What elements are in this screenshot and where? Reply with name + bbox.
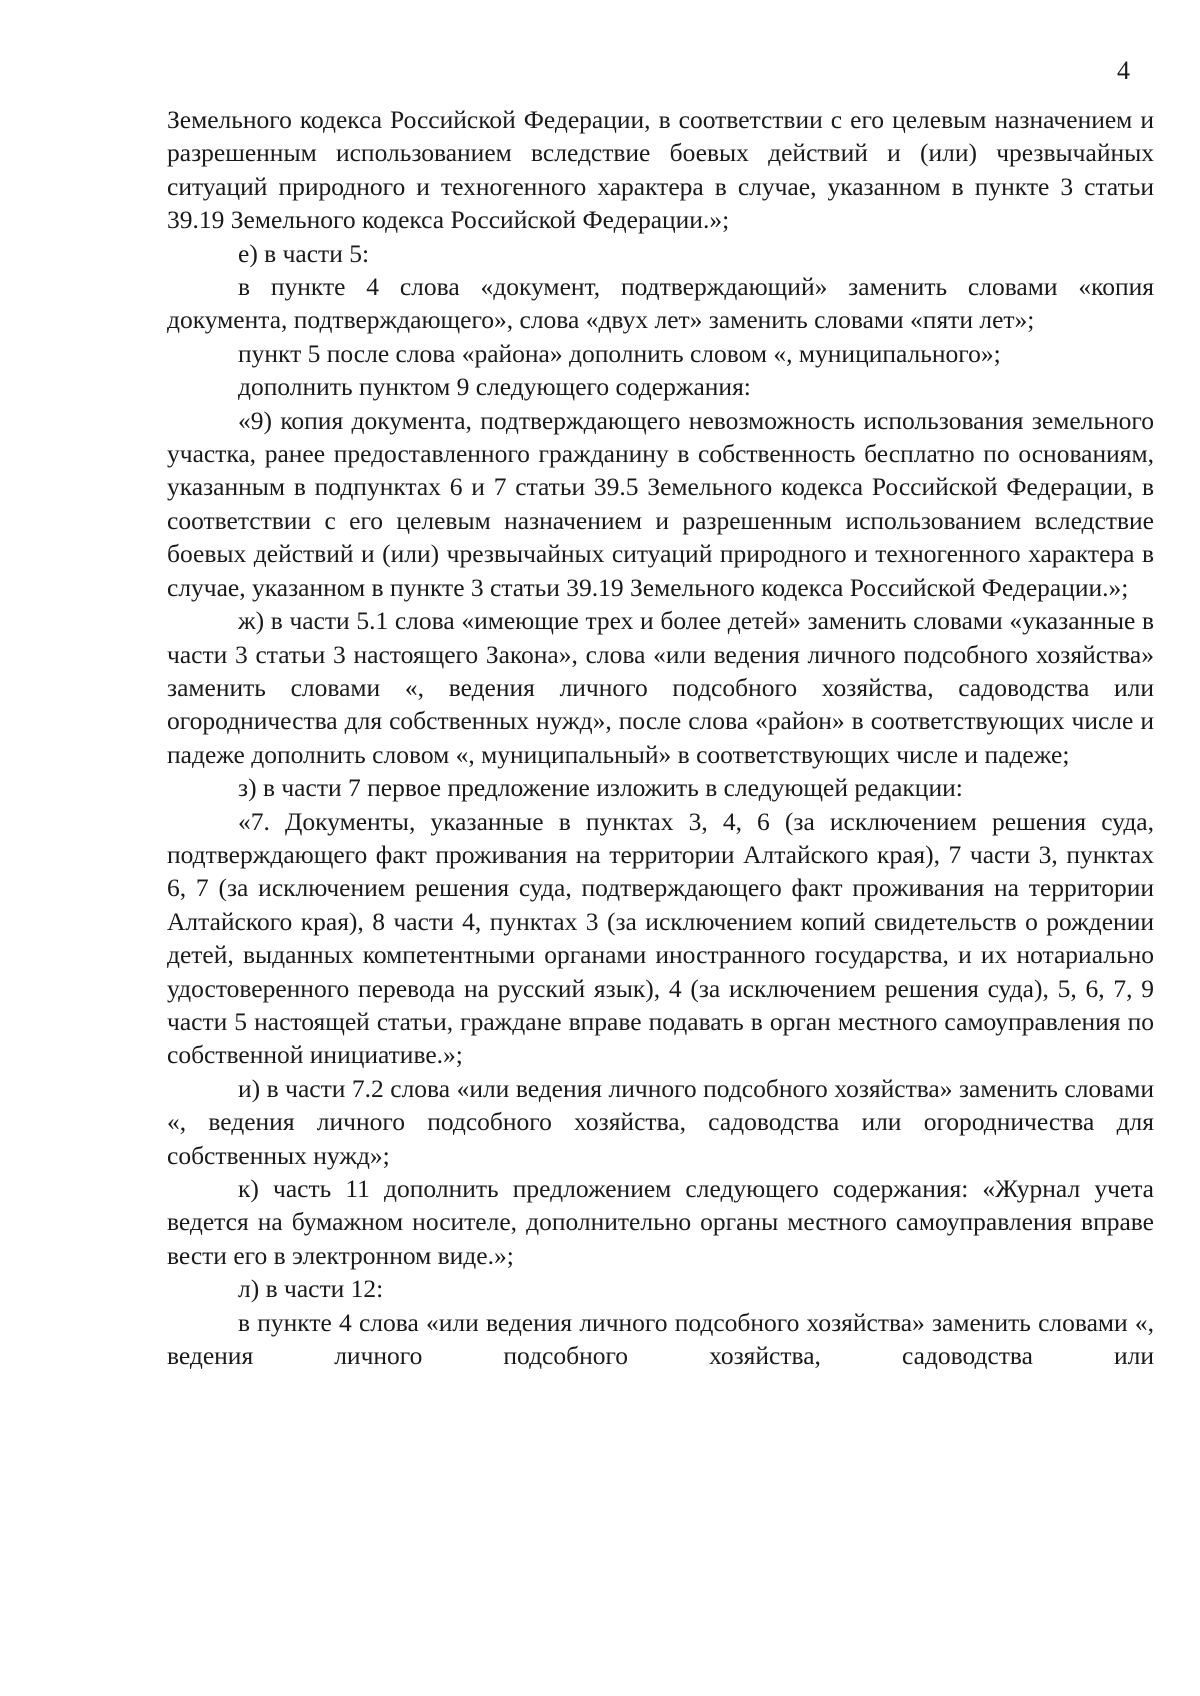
- paragraph: дополнить пунктом 9 следующего содержания:: [238, 372, 751, 402]
- paragraph: з) в части 7 первое предложение изложить в следующей редакции:: [238, 773, 963, 803]
- paragraph: «9) копия документа, подтверждающего невозможность использования земельного участка, ранее предоставленного гражданину в собственность бесплатно по основаниям, указанным в подпунктах 6 и 7 статьи 39.5 Земельного кодекса Российской Федерации, в соответствии с его целевым назначением и разрешенным использованием вследствие боевых действий и (или) чрезвычайных ситуаций природного и техногенного характера в случае, указанном в пункте 3 статьи 39.19 Земельного кодекса Российской Федерации.»;: [167, 405, 1154, 602]
- paragraph: ж) в части 5.1 слова «имеющие трех и более детей» заменить словами «указанные в части 3 статьи 3 настоящего Закона», слова «или ведения личного подсобного хозяйства» заменить словами «, ведения личного подсобного хозяйства, садоводства или огородничества для собственных нужд», после слова «район» в соответствующих числе и падеже дополнить словом «, муниципальный» в соответствующих числе и падеже;: [167, 606, 1154, 769]
- paragraph: и) в части 7.2 слова «или ведения личного подсобного хозяйства» заменить словами «, ведения личного подсобного хозяйства, садоводства или огородничества для собственных нужд»;: [167, 1073, 1154, 1170]
- paragraph: е) в части 5:: [238, 238, 370, 268]
- paragraph: «7. Документы, указанные в пунктах 3, 4, 6 (за исключением решения суда, подтверждающего факт проживания на территории Алтайского края), 7 части 3, пунктах 6, 7 (за исключением решения суда, подтверждающего факт проживания на территории Алтайского края), 8 части 4, пунктах 3 (за исключением копий свидетельств о рождении детей, выданных компетентными органами иностранного государства, и их нотариально удостоверенного перевода на русский язык), 4 (за исключением решения суда), 5, 6, 7, 9 части 5 настоящей статьи, граждане вправе подавать в орган местного самоуправления по собственной инициативе.»;: [167, 806, 1154, 1070]
- paragraph: в пункте 4 слова «или ведения личного подсобного хозяйства» заменить словами «, ведения личного подсобного хозяйства, садоводства или: [167, 1307, 1154, 1371]
- document-body: [167, 103, 1154, 1372]
- paragraph: в пункте 4 слова «документ, подтверждающий» заменить словами «копия документа, подтверждающего», слова «двух лет» заменить словами «пяти лет»;: [167, 272, 1154, 335]
- paragraph: пункт 5 после слова «района» дополнить словом «, муниципального»;: [238, 338, 1001, 368]
- paragraph: Земельного кодекса Российской Федерации, в соответствии с его целевым назначением и разрешенным использованием вследствие боевых действий и (или) чрезвычайных ситуаций природного и техногенного характера в случае, указанном в пункте 3 статьи 39.19 Земельного кодекса Российской Федерации.»;: [167, 105, 1154, 235]
- page-number: 4: [1117, 56, 1130, 85]
- paragraph: к) часть 11 дополнить предложением следующего содержания: «Журнал учета ведется на бумажном носителе, дополнительно органы местного самоуправления вправе вести его в электронном виде.»;: [167, 1174, 1154, 1270]
- paragraph: л) в части 12:: [238, 1274, 384, 1304]
